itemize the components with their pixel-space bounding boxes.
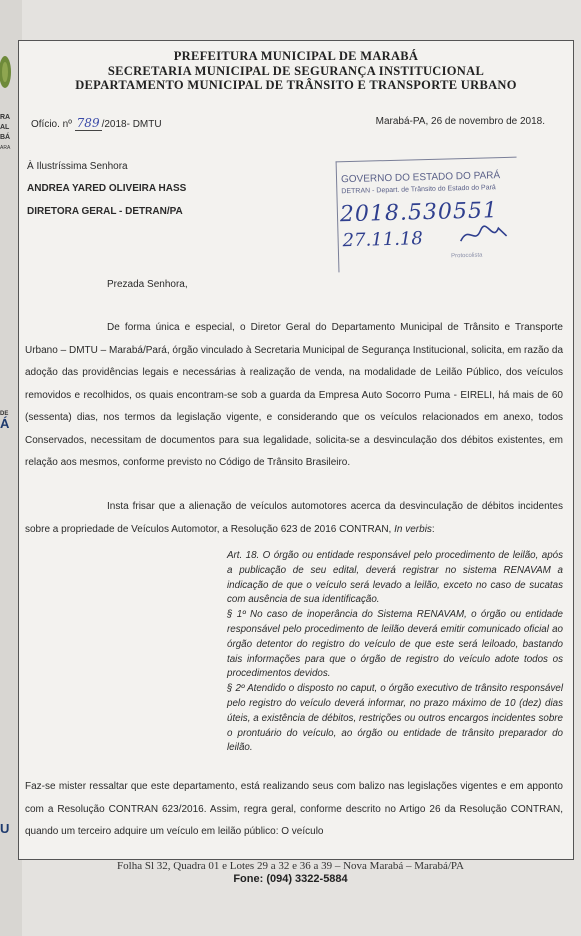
stamp-government: GOVERNO DO ESTADO DO PARÁ bbox=[340, 170, 501, 186]
in-verbis: In verbis bbox=[394, 523, 432, 535]
edge-fragment: DE bbox=[0, 411, 9, 417]
letterhead-line-3: DEPARTAMENTO MUNICIPAL DE TRÂNSITO E TRANSPORTE URBANO bbox=[75, 78, 517, 92]
oficio-number-line bbox=[31, 116, 162, 130]
green-emblem-icon bbox=[0, 52, 12, 92]
edge-fragment: ARA bbox=[0, 145, 11, 151]
stamp-small-label: Protocolista bbox=[451, 252, 483, 260]
edge-fragment: RA bbox=[0, 114, 11, 121]
letterhead-line-2: SECRETARIA MUNICIPAL DE SEGURANÇA INSTITUCIONAL bbox=[107, 63, 485, 78]
footer-phone: Fone: (094) 3322-5884 bbox=[233, 873, 348, 885]
paragraph-1: § 1º No caso de inoperância do Sistema RENAVAM, o órgão ou entidade responsável pelo procedimento de leilão deverá emitir comunicado oficial ao órgão detentor do registro do veículo de que este será leiloado, bastando tais informações para que o órgão de registro do veículo adote todos os procedimentos devidos. bbox=[227, 609, 563, 680]
body-paragraph-1 bbox=[25, 317, 563, 475]
addressee-salutation: À Ilustríssima Senhora bbox=[27, 161, 128, 172]
closing-paragraph: Faz-se mister ressaltar que este departamento, está realizando seus com balizo nas legislações vigentes e em apponto com a Resolução CONTRAN 623/2016. Assim, regra geral, conforme descrito no Artigo 26 da Resolução CONTRAN, quando um terceiro adquire um veículo em leilão público: O veículo bbox=[25, 781, 563, 837]
date-line: Marabá-PA, 26 de novembro de 2018. bbox=[375, 116, 545, 127]
edge-fragment: AL bbox=[0, 124, 10, 131]
paragraph-2-text: Insta frisar que a alienação de veículos automotores acerca da desvinculação de débitos incidentes sobre a propriedade de Veículos Automotor, a Resolução 623 de 2016 CONTRAN, bbox=[25, 501, 563, 535]
edge-fragment: BÁ bbox=[0, 134, 11, 141]
stamp-protocol-number: 2018.530551 bbox=[339, 198, 499, 228]
body-paragraph-2 bbox=[25, 496, 563, 541]
paragraph-text: De forma única e especial, o Diretor Geral do Departamento Municipal de Trânsito e Transporte Urbano – DMTU – Marabá/Pará, órgão vinculado à Secretaria Municipal de Segurança Institucional, solicita, em razão da adoção das providências legais e necessárias à realização de venda, na modalidade de Leilão Público, dos veículos removidos e recolhidos, os quais encontram-se sob a guarda da Empresa Auto Socorro Puma - EIRELI, há mais de 60 (sessenta) dias, nos termos da legislação vigente, e considerando que os veículos relacionados em anexo, todos Conservados, necessitam de documentos para sua legalidade, solicita-se a desvinculação dos débitos existentes, em relação aos mesmos, conforme previsto no Código de Trânsito Brasileiro. bbox=[25, 322, 563, 468]
letter-page bbox=[18, 40, 574, 860]
oficio-suffix: /2018- DMTU bbox=[101, 119, 162, 130]
greeting: Prezada Senhora, bbox=[107, 279, 188, 290]
paragraph-2-end: : bbox=[431, 523, 435, 535]
oficio-prefix: Ofício. nº bbox=[31, 119, 72, 130]
paragraph-2: § 2º Atendido o disposto no caput, o órgão executivo de trânsito responsável pelo registro do veículo deverá informar, no prazo máximo de 10 (dez) dias úteis, a existência de débitos, restrições ou outros encargos incidentes sobre o prontuário do veículo, ao órgão ou entidade de trânsito preparador do leilão. bbox=[227, 683, 563, 754]
legal-citation bbox=[227, 549, 563, 756]
letterhead-line-1: PREFEITURA MUNICIPAL DE MARABÁ bbox=[173, 49, 419, 63]
article-18: Art. 18. O órgão ou entidade responsável pelo procedimento de leilão, após a publicação de seu edital, deverá registrar no sistema RENAVAM a indicação de que o veículo será levado a leilão, exceto no caso de sucatas com ausência de sua identificação. bbox=[227, 550, 563, 606]
footer bbox=[0, 860, 581, 885]
edge-fragment: Á bbox=[0, 416, 10, 431]
stamp-detran: DETRAN - Depart. de Trânsito do Estado do Pará bbox=[341, 184, 496, 196]
addressee-role: DIRETORA GERAL - DETRAN/PA bbox=[27, 206, 183, 217]
letterhead bbox=[19, 49, 573, 93]
paragraph-text bbox=[25, 496, 563, 541]
stamp-date: 27.11.18 bbox=[342, 228, 424, 252]
footer-address: Folha Sl 32, Quadra 01 e Lotes 29 a 32 e 36 a 39 – Nova Marabá – Marabá/PA bbox=[117, 860, 464, 872]
oficio-handwritten-number: 789 bbox=[76, 116, 100, 130]
addressee-name: ANDREA YARED OLIVEIRA HASS bbox=[27, 183, 187, 194]
edge-fragment: U bbox=[0, 821, 10, 836]
protocol-stamp bbox=[336, 157, 520, 273]
signature-icon bbox=[458, 222, 509, 247]
